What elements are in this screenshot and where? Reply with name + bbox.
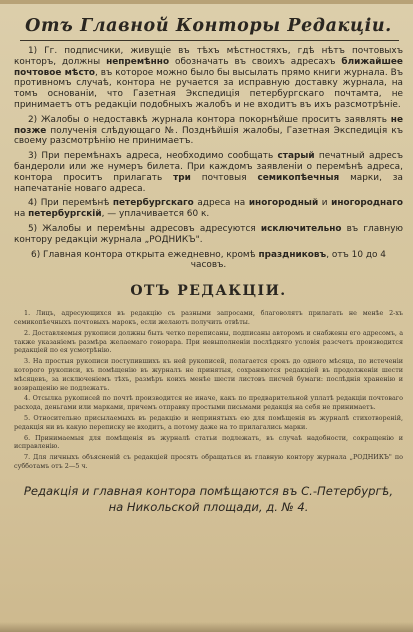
notice-item-5-text-b: въ главную контору редакціи журнала „РОДНИКЪ". xyxy=(14,223,403,245)
notice-item-6-bold: праздниковъ xyxy=(258,249,327,260)
notice-item-3-bold-a: старый xyxy=(277,151,315,162)
heading-rule xyxy=(20,40,399,41)
editorial-item-2: 2. Доставляемыя рукописи должны быть четко переписаны, подписаны авторомъ и снабжены его адресомъ, а также указаніемъ размѣра желаемаго гонорара. При невыполненіи послѣдняго условія разсчетъ производится редакціей по ея усмотрѣнію. xyxy=(14,328,403,355)
notice-item-3-text-c: почтовыя xyxy=(190,172,258,183)
notice-item-4-text-d: на xyxy=(14,209,29,220)
editorial-item-6: 6. Принимаемыя для помѣщенія въ журналѣ статьи подлежатъ, въ случаѣ надобности, сокращенію и исправленію. xyxy=(14,433,403,451)
notice-item-2 xyxy=(14,115,403,147)
notice-item-5 xyxy=(14,224,403,246)
main-office-heading: Отъ Главной Конторы Редакціи. xyxy=(25,16,392,36)
paper-edge-top xyxy=(0,0,413,4)
notice-item-6-text-b: , отъ 10 до 4 часовъ. xyxy=(190,249,386,271)
editorial-item-3: 3. На простыя рукописи поступившихъ къ ней рукописей, полагается срокъ до одного мѣсяца, по истеченіи которого рукописи, къ помѣщенію въ журналъ не принятыя, сохраняются редакціей въ продолженіи шести мѣсяцевъ, за исключеніемъ тѣхъ, размѣръ коихъ менѣе шести листовъ писчей бумаги: послѣднія храненію и возвращенію не подлежатъ. xyxy=(14,357,403,392)
editorial-item-5: 5. Относительно присылаемыхъ въ редакцію и непринятыхъ ею для помѣщенія въ журналѣ стихотвореній, редакція ни въ какую переписку не входитъ, а потому даже на то прилагались марки. xyxy=(14,413,403,431)
notice-item-3-text-b: печатный адресъ бандероли или же нумеръ билета. При каждомъ заявленіи о перемѣнѣ адреса, контора проситъ прилагать xyxy=(14,151,404,183)
notice-item-4-text-c: и xyxy=(318,198,332,209)
notice-item-4-bold-b: иногородный xyxy=(248,198,319,209)
notice-item-1-text-c: , въ которое можно было бы высылать прямо книги журнала. Въ противномъ случаѣ, контора не ручается за исправную доставку журнала, на томъ основаніи, что Газетная Экспедиція петербургскаго почтамта, не принимаетъ отъ редакціи подобныхъ жалобъ и не входитъ въ ихъ разсмотрѣніе. xyxy=(14,67,403,110)
editorial-heading: ОТЪ РЕДАКЦІИ. xyxy=(130,283,287,300)
notice-item-3-text-a: 3) При перемѣнахъ адреса, необходимо сообщать xyxy=(28,151,278,162)
notice-item-3 xyxy=(14,151,403,194)
notice-item-2-text-b: полученія слѣдующаго №. Позднѣйшія жалобы, Газетная Экспедиція къ своему разсмотрѣнію не принимаетъ. xyxy=(14,125,403,147)
notice-item-4-text-a: 4) При перемѣнѣ xyxy=(28,198,113,209)
notice-item-3-text-d: марки, за напечатаніе новаго адреса. xyxy=(14,172,403,194)
notice-item-4-text-b: адреса на xyxy=(193,198,249,209)
editorial-item-7: 7. Для личныхъ объясненій съ редакціей просятъ обращаться въ главную контору журнала „РОДНИКЪ" по субботамъ отъ 2—5 ч. xyxy=(14,453,403,470)
notice-item-1-bold-b: ближайшее почтовое мѣсто xyxy=(14,56,403,78)
notice-item-4-text-e: , — уплачивается 60 к. xyxy=(101,209,210,220)
notice-item-2-bold: не позже xyxy=(14,114,403,136)
notice-item-4-bold-a: петербургскаго xyxy=(112,198,194,209)
editorial-item-4: 4. Отсылка рукописей по почтѣ производится не иначе, какъ по предварительной уплатѣ редакціи почтоваго расхода, деньгами или марками, причемъ отправку простыми письмами редакція на себя не принимаетъ. xyxy=(14,394,403,412)
office-address-footer: Редакція и главная контора помѣщаются въ С.-Петербургѣ, на Никольской площади, д. № 4. xyxy=(23,483,394,514)
editorial-item-1: 1. Лицъ, адресующихся въ редакцію съ разными запросами, благоволятъ прилагать не менѣе 2-хъ семикопѣечныхъ почтовыхъ марокъ, если желаютъ получить отвѣты. xyxy=(14,309,403,326)
paper-edge-bottom xyxy=(0,622,413,632)
notice-item-1-text-b: обозначать въ своихъ адресахъ xyxy=(169,56,342,67)
notice-item-1 xyxy=(14,46,403,111)
notice-item-6 xyxy=(14,250,403,272)
notice-item-2-text-a: 2) Жалобы о недоставкѣ журнала контора покорнѣйше проситъ заявлять xyxy=(28,114,391,125)
notice-item-1-bold-a: непремѣнно xyxy=(106,56,170,67)
notice-item-6-text-a: 6) Главная контора открыта ежедневно, кромѣ xyxy=(31,249,259,260)
notice-item-4-bold-d: петербургскій xyxy=(28,209,102,220)
notice-item-3-bold-c: семикопѣечныя xyxy=(257,172,340,183)
notice-item-5-bold: исключительно xyxy=(260,223,342,234)
notice-item-1-text-a: 1) Гг. подписчики, живущіе въ тѣхъ мѣстностяхъ, гдѣ нѣтъ почтовыхъ конторъ, должны xyxy=(14,46,403,67)
notice-item-5-text-a: 5) Жалобы и перемѣны адресовъ адресуются xyxy=(28,223,261,234)
notice-item-4 xyxy=(14,198,403,220)
notice-item-4-bold-c: иногороднаго xyxy=(331,198,403,209)
notice-item-3-bold-b: три xyxy=(173,172,191,183)
